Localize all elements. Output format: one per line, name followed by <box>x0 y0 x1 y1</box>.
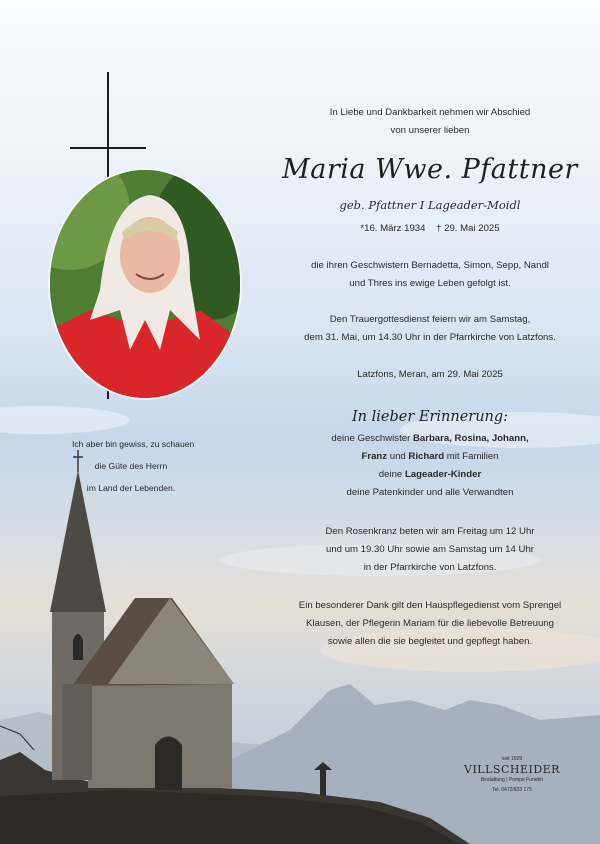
service-line-2: dem 31. Mai, um 14.30 Uhr in der Pfarrkirche von Latzfons. <box>304 332 556 343</box>
thanks-line-1: Ein besonderer Dank gilt den Hauspflegedienst vom Sprengel <box>298 600 562 611</box>
thanks-line-2: Klausen, der Pflegerin Mariam für die liebevolle Betreuung <box>306 618 554 629</box>
bible-quote <box>72 433 195 499</box>
thanks-line-3: sowie allen die sie begleitet und gepflegt haben. <box>327 636 533 647</box>
portrait-photo <box>48 168 242 400</box>
followed-line-2: und Thres ins ewige Leben gefolgt ist. <box>349 278 511 289</box>
funeral-home-name: VILLSCHEIDER <box>464 763 560 776</box>
thanks-text <box>260 597 600 651</box>
intro-text <box>260 104 600 140</box>
service-line-1: Den Trauergottesdienst feiern wir am Samstag, <box>329 314 531 325</box>
funeral-home-services: Bestattung | Pompe Funebri <box>480 777 544 783</box>
place-date-line: Latzfons, Meran, am 29. Mai 2025 <box>357 369 503 380</box>
place-date <box>260 366 600 384</box>
memory-section <box>260 406 600 502</box>
memory-line-2: Franz und Richard mit Familien <box>361 451 499 462</box>
quote-line-2: die Güte des Herrn <box>94 461 168 471</box>
rosary-text <box>260 523 600 577</box>
birth-name: geb. Pfattner I Lageader-Moidl <box>339 198 521 212</box>
memory-line-4: deine Patenkinder und alle Verwandten <box>346 487 514 498</box>
followed-line-1: die ihren Geschwistern Bernadetta, Simon, Sepp, Nandl <box>311 260 549 271</box>
rosary-line-3: in der Pfarrkirche von Latzfons. <box>363 562 497 573</box>
deceased-name: Maria Wwe. Pfattner <box>282 154 578 185</box>
rosary-line-1: Den Rosenkranz beten wir am Freitag um 12 Uhr <box>325 526 535 537</box>
cross-horizontal-bar <box>70 147 146 149</box>
memory-line-3: deine Lageader-Kinder <box>378 469 482 480</box>
life-dates <box>260 220 600 238</box>
dates-line: *16. März 1934 † 29. Mai 2025 <box>360 223 500 234</box>
intro-line-2: von unserer lieben <box>390 125 470 136</box>
intro-line-1: In Liebe und Dankbarkeit nehmen wir Abschied <box>329 107 531 118</box>
funeral-home-phone: Tel. 0472/833 175 <box>492 787 532 793</box>
funeral-home-logo <box>462 756 562 794</box>
funeral-home-since: seit 1929 <box>501 756 523 762</box>
memory-heading: In lieber Erinnerung: <box>351 409 509 425</box>
memory-line-1: deine Geschwister Barbara, Rosina, Johann, <box>331 433 529 444</box>
rosary-line-2: und um 19.30 Uhr sowie am Samstag um 14 Uhr <box>326 544 534 555</box>
followed-text <box>260 257 600 293</box>
quote-line-1: Ich aber bin gewiss, zu schauen <box>72 439 195 449</box>
quote-line-3: im Land der Lebenden. <box>86 483 176 493</box>
service-text <box>260 311 600 347</box>
